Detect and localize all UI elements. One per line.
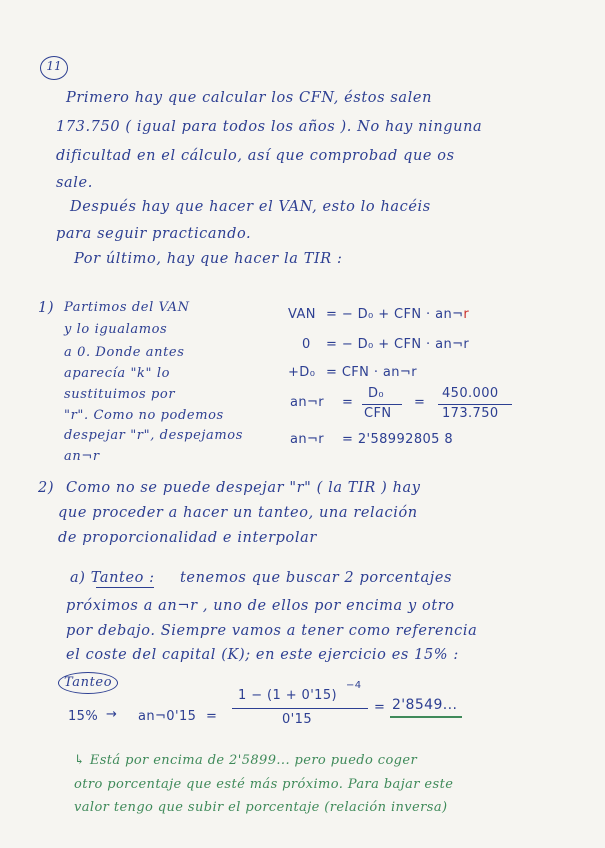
step1-text-3: a 0. Donde antes [64,345,185,360]
tanteo-heading-underline [96,587,154,588]
tanteo-fraction-bar [232,708,368,709]
intro-line-5: Después hay que hacer el VAN, esto lo hacéis [70,199,431,215]
tanteo-numerator: 1 − (1 + 0'15) [238,688,337,703]
eq1-right-wrap [326,307,469,322]
tanteo-denominator: 0'15 [282,712,312,727]
tanteo-equals-2: = [374,700,386,715]
intro-line-7: Por último, hay que hacer la TIR : [74,251,343,267]
note-line-2: otro porcentaje que esté más próximo. Para bajar este [74,777,454,792]
eq4-left: an¬r [290,395,325,410]
step2-line-2: que proceder a hacer un tanteo, una relación [58,505,418,521]
intro-line-2: 173.750 ( igual para todos los años ). No hay ninguna [56,119,483,135]
step1-text-5: sustituimos por [64,387,176,402]
eq2-left: 0 [302,337,311,352]
eq5-right: = 2'58992805 8 [342,432,454,447]
step1-text-8: an¬r [64,449,100,464]
eq4-equals-2: = [414,395,426,410]
step1-label: 1) [38,300,55,316]
problem-number-circle [40,56,68,80]
intro-line-4: sale. [56,175,93,191]
tanteo-line-1: tenemos que buscar 2 porcentajes [180,570,453,586]
intro-line-1: Primero hay que calcular los CFN, éstos salen [66,90,433,106]
tanteo-arrow: → [106,707,118,722]
problem-number: 11 [46,59,62,73]
eq4-denominator-2: 173.750 [442,406,499,421]
tanteo-equals: = [206,709,218,724]
eq2-right: = − D₀ + CFN · an¬r [326,337,470,352]
step1-text-7: despejar "r", despejamos [64,428,243,443]
eq4-denominator: CFN [364,406,392,421]
eq5-left: an¬r [290,432,325,447]
tanteo-pct: 15% [68,709,99,724]
tanteo-line-2: próximos a an¬r , uno de ellos por encima y otro [66,598,455,614]
tanteo-line-4: el coste del capital (K); en este ejercicio es 15% : [66,647,459,663]
step2-line-3: de proporcionalidad e interpolar [58,530,317,546]
tanteo-line-3: por debajo. Siempre vamos a tener como referencia [66,623,478,639]
tanteo-box-label: Tanteo [64,675,113,690]
step1-text-4: aparecía "k" lo [64,366,171,381]
intro-line-3: dificultad en el cálculo, así que comprobad que os [56,148,455,164]
eq3-left: +D₀ [288,365,316,380]
eq1-red-r: r [463,307,470,322]
eq1-left: VAN [288,307,316,322]
tanteo-annuity: an¬0'15 [138,709,197,724]
eq4-numerator: D₀ [368,386,385,401]
step2-label: 2) [38,480,55,496]
step1-text-6: "r". Como no podemos [64,408,224,423]
note-line-1: ↳ Está por encima de 2'5899... pero puedo coger [74,753,418,768]
eq4-equals: = [342,395,354,410]
eq4-numerator-2: 450.000 [442,386,499,401]
step1-text-2: y lo igualamos [64,322,168,337]
step2-line-1: Como no se puede despejar "r" ( la TIR ) hay [66,480,421,496]
tanteo-result: 2'8549... [392,697,458,713]
tanteo-exponent: −4 [346,680,362,691]
eq1-right: = − D₀ + CFN · an¬ [326,307,464,322]
eq3-right: = CFN · an¬r [326,365,417,380]
step1-text-1: Partimos del VAN [64,300,190,315]
tanteo-heading: a) Tanteo : [70,570,155,586]
intro-line-6: para seguir practicando. [56,226,252,242]
tanteo-result-underline [390,716,462,718]
note-line-3: valor tengo que subir el porcentaje (relación inversa) [74,800,448,815]
